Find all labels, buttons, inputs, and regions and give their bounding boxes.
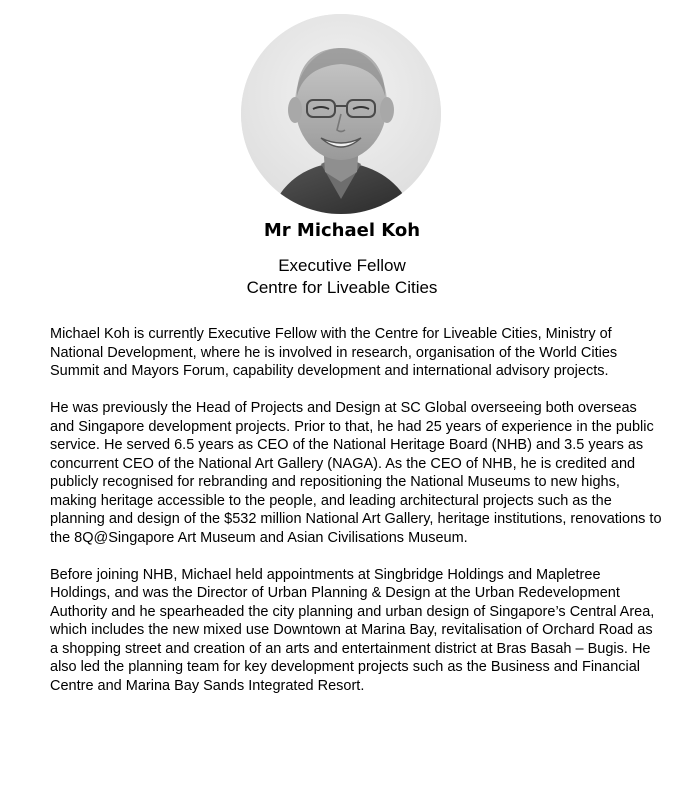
biography xyxy=(50,325,662,714)
person-role xyxy=(0,255,684,299)
job-title: Executive Fellow xyxy=(278,256,406,275)
profile-photo xyxy=(241,14,441,214)
organisation-name: Centre for Liveable Cities xyxy=(246,278,438,297)
person-name: Mr Michael Koh xyxy=(263,220,421,241)
bio-paragraph: Before joining NHB, Michael held appointments at Singbridge Holdings and Mapletree Holdings, and was the Director of Urban Planning & Design at the Urban Redevelopment Authority and he spearheaded the city planning and urban design of Singapore’s Central Area, which includes the new mixed use Downtown at Marina Bay, revitalisation of Orchard Road as a shopping street and creation of an arts and entertainment district at Bras Basah – Bugis. He also led the planning team for key development projects such as the Business and Financial Centre and Marina Bay Sands Integrated Resort. xyxy=(50,566,655,694)
bio-paragraph: Michael Koh is currently Executive Fellow with the Centre for Liveable Cities, Ministry of National Development, where he is involved in research, organisation of the World Cities Summit and Mayors Forum, capability development and international advisory projects. xyxy=(50,326,618,379)
person-portrait-icon xyxy=(241,14,441,214)
bio-paragraph: He was previously the Head of Projects and Design at SC Global overseeing both overseas and Singapore development projects. Prior to that, he had 25 years of experience in the public service. He served 6.5 years as CEO of the National Heritage Board (NHB) and 3.5 years as concurrent CEO of the National Art Gallery (NAGA). As the CEO of NHB, he is credited and publicly recognised for rebranding and repositioning the National Museums to new highs, making heritage accessible to the people, and leading architectural projects such as the planning and design of the $532 million National Art Gallery, heritage institutions, renovations to the 8Q@Singapore Art Museum and Asian Civilisations Museum. xyxy=(50,400,662,546)
